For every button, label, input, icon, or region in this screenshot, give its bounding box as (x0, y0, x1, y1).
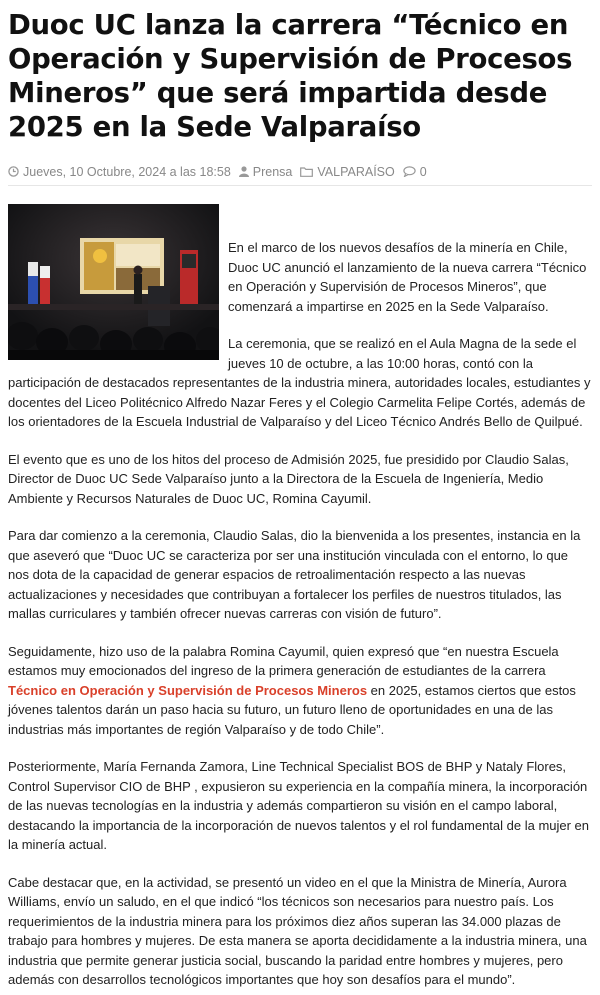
paragraph-7: Cabe destacar que, en la actividad, se presentó un video en el que la Ministra de Minería, Aurora Williams, envío un saludo, en el que indicó “los técnicos son necesarios para nuestro país. Los requerimientos de la industria minera para los próximos diez años superan las 34.000 plazas de trabajo para hombres y mujeres. De esta manera se aporta decididamente a la industria minera, una industria que permite generar justicia social, buscando la paridad entre hombres y mujeres, pero además con desarrollos tecnológicos importantes que hoy son desafíos para el mundo”. (8, 874, 587, 987)
article-title: Duoc UC lanza la carrera “Técnico en Operación y Supervisión de Procesos Mineros” que será impartida desde 2025 en la Sede Valparaíso (8, 9, 573, 143)
paragraph-1: En el marco de los nuevos desafíos de la minería en Chile, Duoc UC anunció el lanzamiento de la nueva carrera “Técnico en Operación y Supervisión de Procesos Mineros”, que comenzará a impartirse en 2025 en la Sede Valparaíso. (228, 240, 587, 314)
author-text: Prensa (252, 164, 293, 179)
event-photo (8, 204, 219, 360)
folder-icon (300, 167, 313, 177)
user-icon (239, 166, 249, 177)
comment-icon (403, 166, 416, 177)
article-meta (8, 158, 592, 186)
category-text: VALPARAÍSO (317, 164, 395, 179)
meta-comments[interactable] (403, 165, 427, 179)
paragraph-6: Posteriormente, María Fernanda Zamora, Line Technical Specialist BOS de BHP y Nataly Flores, Control Supervisor CIO de BHP , expusieron su experiencia en la compañía minera, la incorporación de las nuevas tecnologías en la industria y además compartieron su visión en el campo laboral, destacando la importancia de la incorporación de nuevos talentos y el rol fundamental de la mujer en la minería actual. (8, 759, 590, 852)
article-body (8, 202, 592, 990)
paragraph-5-text-b: en 2025, estamos ciertos que estos jóvenes talentos darán un paso hacia su futuro, un futuro lleno de oportunidades en una de las industrias más importantes de región Valparaíso y de todo Chile”. (8, 682, 576, 737)
paragraph-4: Para dar comienzo a la ceremonia, Claudio Salas, dio la bienvenida a los presentes, instancia en la que aseveró que “Duoc UC se caracteriza por ser una institución vinculada con el entorno, lo que nos dota de la capacidad de generar espacios de retroalimentación respecto a las nuevas actualizaciones y necesidades que contribuyan a fortalecer los perfiles de nuestros titulados, las mallas curriculares y también ofrecer nuevas carreras con visión de futuro”. (8, 528, 581, 621)
clock-icon (8, 166, 19, 177)
career-link[interactable]: Técnico en Operación y Supervisión de Procesos Mineros (8, 682, 368, 698)
meta-author[interactable] (239, 165, 293, 179)
comments-count: 0 (419, 164, 427, 179)
meta-category[interactable] (300, 165, 394, 179)
paragraph-5 (8, 642, 592, 740)
meta-date (8, 165, 231, 179)
paragraph-2: La ceremonia, que se realizó en el Aula Magna de la sede el jueves 10 de octubre, a las 10:00 horas, contó con la participación de destacados representantes de la industria minera, autoridades locales, estudiantes y docentes del Liceo Politécnico Alfredo Nazar Feres y el Colegio Carmelita Felipe Cortés, además de los orientadores de la Escuela Industrial de Valparaíso y del Liceo Técnico Andrés Bello de Quilpué. (8, 336, 591, 429)
paragraph-3: El evento que es uno de los hitos del proceso de Admisión 2025, fue presidido por Claudio Salas, Director de Duoc UC Sede Valparaíso junto a la Directora de la Escuela de Ingeniería, Medio Ambiente y Recursos Naturales de Duoc UC, Romina Cayumil. (8, 451, 569, 506)
paragraph-5-text-a: Seguidamente, hizo uso de la palabra Romina Cayumil, quien expresó que “en nuestra Escuela estamos muy emocionados del ingreso de la primera generación de estudiantes de la carrera (8, 643, 559, 678)
date-text: Jueves, 10 Octubre, 2024 a las 18:58 (23, 164, 231, 179)
